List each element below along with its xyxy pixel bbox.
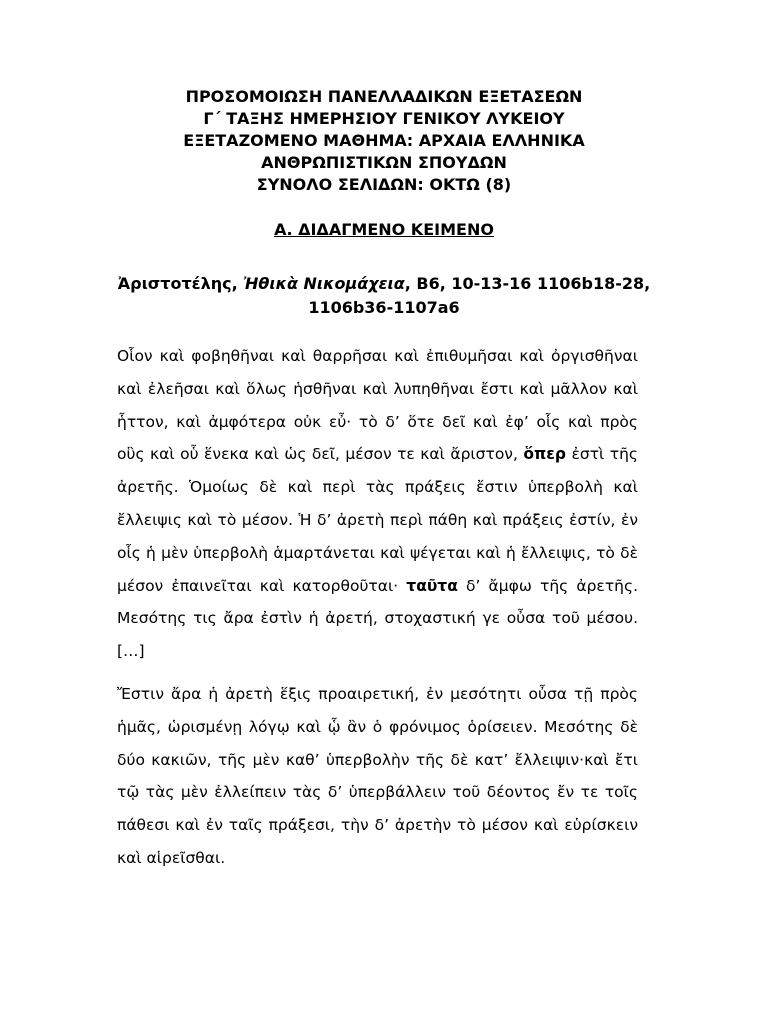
header-line-1: ΠΡΟΣΟΜΟΙΩΣΗ ΠΑΝΕΛΛΑΔΙΚΩΝ ΕΞΕΤΑΣΕΩΝ (185, 87, 583, 106)
text-line (117, 438, 638, 471)
text-span: μέσον ἐπαινεῖται καὶ κατορθοῦται· (117, 576, 407, 595)
text-line: Μεσότης τις ἄρα ἐστὶν ἡ ἀρετή, στοχαστική γε οὖσα τοῦ μέσου. (117, 609, 638, 628)
citation-ref-1: , Β6, 10-13-16 1106b18-28, (404, 274, 651, 293)
text-line: καὶ αἱρεῖσθαι. (117, 848, 226, 867)
text-line: τῷ τὰς μὲν ἐλλείπειν τὰς δ’ ὑπερβάλλειν τοῦ δέοντος ἔν τε τοῖς (117, 783, 638, 802)
text-line: καὶ ἐλεῆσαι καὶ ὅλως ἡσθῆναι καὶ λυπηθῆναι ἔστι καὶ μᾶλλον καὶ (117, 379, 638, 398)
citation-author: Ἀριστοτέλης, (117, 274, 238, 293)
text-citation (0, 272, 768, 320)
header-line-3: ΕΞΕΤΑΖΟΜΕΝΟ ΜΑΘΗΜΑ: ΑΡΧΑΙΑ ΕΛΛΗΝΙΚΑ (183, 131, 585, 150)
text-span: δ’ ἄμφω τῆς ἀρετῆς. (457, 576, 638, 595)
section-title (0, 220, 768, 239)
bold-word: ὅπερ (523, 445, 567, 464)
ellipsis-line: […] (117, 642, 145, 661)
text-line: οἷς ἡ μὲν ὑπερβολὴ ἁμαρτάνεται καὶ ψέγεται καὶ ἡ ἔλλειψις, τὸ δὲ (117, 543, 638, 562)
exam-header (0, 86, 768, 196)
text-span: ἐστὶ τῆς (566, 445, 639, 464)
bold-word: ταῦτα (406, 576, 458, 595)
text-line (117, 570, 638, 603)
text-line: ἡμᾶς, ὡρισμένῃ λόγῳ καὶ ᾧ ἂν ὁ φρόνιμος ὁρίσειεν. Μεσότης δὲ (117, 717, 638, 736)
text-line: ἀρετῆς. Ὁμοίως δὲ καὶ περὶ τὰς πράξεις ἔστιν ὑπερβολὴ καὶ (117, 478, 638, 497)
citation-line-2: 1106b36-1107a6 (308, 298, 460, 317)
text-span: οὓς καὶ οὗ ἕνεκα καὶ ὡς δεῖ, μέσον τε καὶ ἄριστον, (117, 445, 524, 464)
text-line: ἔλλειψις καὶ τὸ μέσον. Ἡ δ’ ἀρετὴ περὶ πάθη καὶ πράξεις ἐστίν, ἐν (117, 510, 638, 529)
citation-work: Ἠθικὰ Νικομάχεια (243, 274, 405, 293)
citation-line-1 (0, 272, 768, 296)
paragraph-2 (117, 678, 638, 875)
text-line: ἧττον, καὶ ἀμφότερα οὐκ εὖ· τὸ δ’ ὅτε δεῖ καὶ ἐφ’ οἷς καὶ πρὸς (117, 412, 638, 431)
text-line: πάθεσι καὶ ἐν ταῖς πράξεσι, τὴν δ’ ἀρετὴν τὸ μέσον καὶ εὑρίσκειν (117, 816, 638, 835)
text-line: δύο κακιῶν, τῆς μὲν καθ’ ὑπερβολὴν τῆς δὲ κατ’ ἔλλειψιν·καὶ ἔτι (117, 750, 638, 769)
header-line-5: ΣΥΝΟΛΟ ΣΕΛΙΔΩΝ: ΟΚΤΩ (8) (256, 175, 512, 194)
header-line-2: Γ΄ ΤΑΞΗΣ ΗΜΕΡΗΣΙΟΥ ΓΕΝΙΚΟΥ ΛΥΚΕΙΟΥ (203, 109, 565, 128)
text-line: Ἔστιν ἄρα ἡ ἀρετὴ ἕξις προαιρετική, ἐν μεσότητι οὖσα τῇ πρὸς (117, 684, 638, 703)
greek-text-body (117, 340, 638, 875)
text-line: Οἷον καὶ φοβηθῆναι καὶ θαρρῆσαι καὶ ἐπιθυμῆσαι καὶ ὀργισθῆναι (117, 347, 638, 365)
paragraph-1 (117, 340, 638, 668)
header-line-4: ΑΝΘΡΩΠΙΣΤΙΚΩΝ ΣΠΟΥΔΩΝ (261, 153, 507, 172)
section-title-text: Α. ΔΙΔΑΓΜΕΝΟ ΚΕΙΜΕΝΟ (274, 220, 494, 239)
